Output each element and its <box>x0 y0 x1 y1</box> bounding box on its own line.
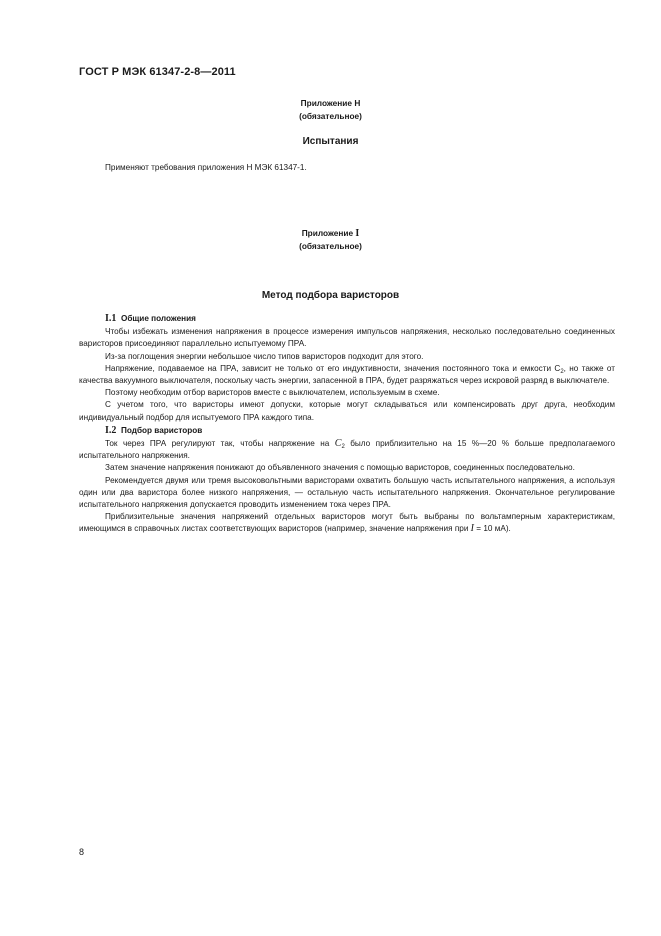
annex-i-title-letter: I <box>355 228 360 239</box>
section-i2-p4 <box>79 511 615 535</box>
section-i2-p1-subscript: 2 <box>341 444 345 451</box>
section-i1-p3-part1: Напряжение, подаваемое на ПРА, зависит не только от его индуктивности, значения постоянного тока и емкости С <box>105 363 561 373</box>
section-i2-title: Подбор варисторов <box>120 425 203 435</box>
section-i2-p4-symbol: I <box>470 523 475 535</box>
section-i2-p2: Затем значение напряжения понижают до объявленного значения с помощью варисторов, соединенных последовательно. <box>105 463 575 473</box>
annex-h-text <box>79 162 615 174</box>
annex-i-title-prefix: Приложение <box>301 228 354 238</box>
annex-h-title: Приложение Н <box>300 98 361 108</box>
section-i1-p1: Чтобы избежать изменения напряжения в процессе измерения импульсов напряжения, несколько последовательно соединенных варисторов присоединяют параллельно испытуемому ПРА. <box>79 327 615 349</box>
annex-i-title <box>0 227 661 240</box>
section-i1-title: Общие положения <box>120 314 196 323</box>
section-i2-p3: Рекомендуется двумя или тремя высоковольтными варисторами охватить большую часть испытательного напряжения, а используя один или два варистора более низкого напряжения, — остальную часть испытательного напряжения. Окончательное регулирование испытательного напряжения допускается проводить изменением тока через ПРА. <box>79 475 615 510</box>
annex-i-status: (обязательное) <box>299 241 362 251</box>
section-i1-p3-part2: , но также от качества вакуумного выключателя, поскольку часть энергии, запасенной в ПРА, будет разряжаться через искровой разряд в выключателе. <box>79 363 615 386</box>
section-i1-p4: Поэтому необходим отбор варисторов вместе с выключателем, используемым в схеме. <box>105 388 440 398</box>
section-i2-p1-symbol: C <box>334 438 342 450</box>
annex-h-heading: Испытания <box>302 136 359 147</box>
section-i1-p5: С учетом того, что варисторы имеют допуски, которые могут складываться или компенсировать друг друга, необходим индивидуальный подбор для испытуемого ПРА каждого типа. <box>79 400 615 422</box>
section-i1-p3-subscript: 2 <box>560 368 564 375</box>
section-i1-heading <box>105 313 615 325</box>
page-number: 8 <box>79 847 85 857</box>
annex-i-heading: Метод подбора варисторов <box>261 290 400 301</box>
section-i2-p4-part2: = 10 мА). <box>474 524 511 534</box>
annex-i-body <box>79 313 615 536</box>
annex-h-status: (обязательное) <box>299 111 362 121</box>
section-i1-number: I.1 <box>105 313 117 324</box>
section-i1-p2: Из-за поглощения энергии небольшое число типов варисторов подходит для этого. <box>105 351 424 361</box>
section-i2-p1-part1: Ток через ПРА регулируют так, чтобы напряжение на <box>105 439 335 449</box>
section-i2-p4-part1: Приблизительные значения напряжений отдельных варисторов могут быть выбраны по вольтамперным характеристикам, имеющимся в справочных листах соответствующих варисторов (например, значение напряжения при <box>79 512 615 534</box>
document-header: ГОСТ Р МЭК 61347-2-8—2011 <box>79 66 236 78</box>
section-i1-p3 <box>79 363 615 387</box>
section-i2-heading <box>105 425 615 437</box>
section-i2-number: I.2 <box>105 424 117 436</box>
section-i2-p1-part2: было приблизительно на 15 %—20 % больше предполагаемого испытательного напряжения. <box>79 439 615 461</box>
section-i2-p1 <box>79 438 615 462</box>
annex-h-paragraph: Применяют требования приложения Н МЭК 61347-1. <box>105 163 307 172</box>
